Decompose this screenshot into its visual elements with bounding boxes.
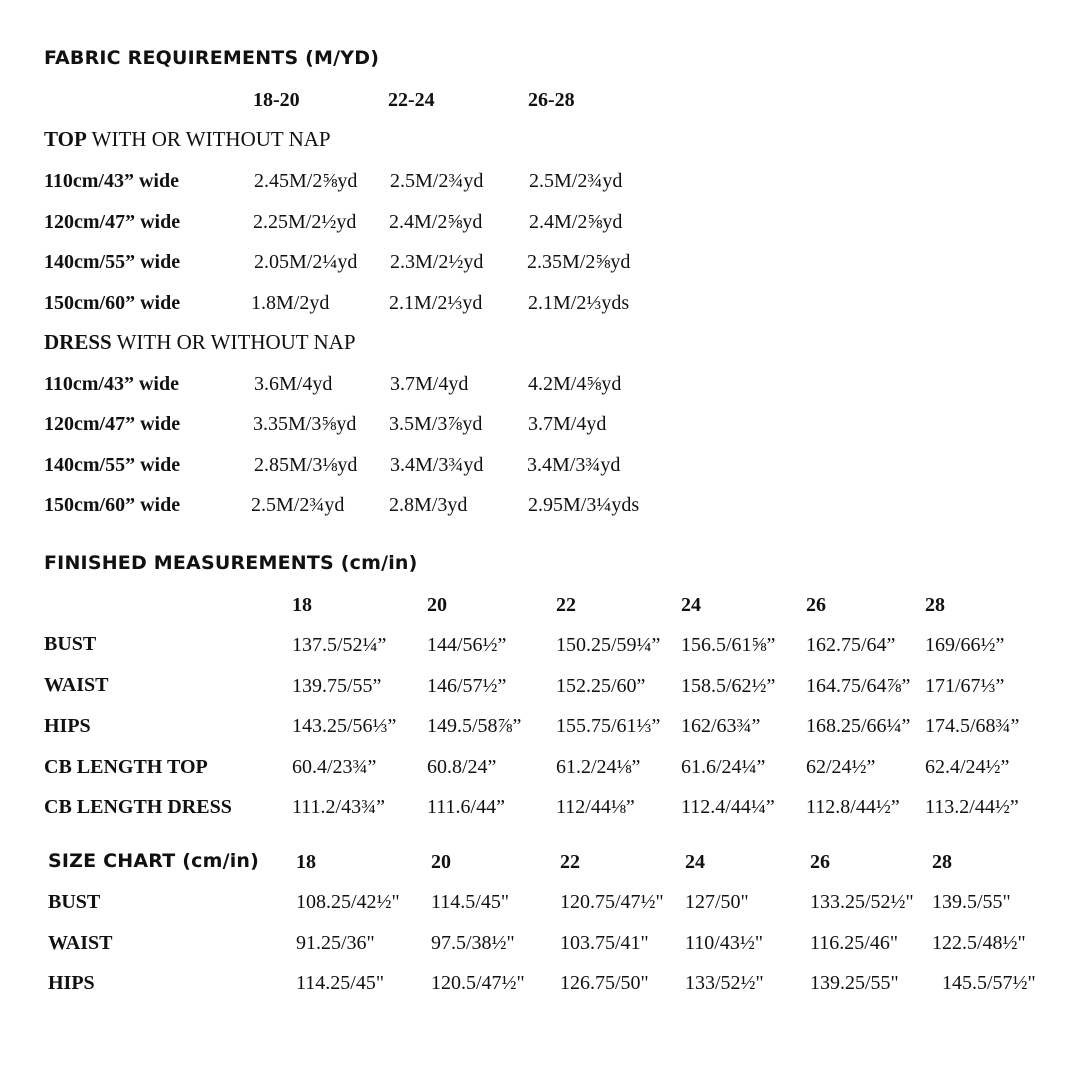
size-chart-row-label: HIPS bbox=[48, 972, 95, 994]
finished-cell: 62.4/24½” bbox=[925, 756, 1010, 778]
finished-cell: 111.2/43¾” bbox=[292, 796, 385, 818]
fabric-cell: 2.85M/3⅛yd bbox=[254, 454, 358, 476]
fabric-cell: 2.4M/2⅝yd bbox=[389, 211, 483, 233]
fabric-cell: 2.1M/2⅓yd bbox=[389, 292, 483, 314]
fabric-row-label: 120cm/47” wide bbox=[44, 413, 181, 435]
dress-section-title-rest: WITH OR WITHOUT NAP bbox=[111, 330, 356, 354]
size-chart-cell: 114.5/45" bbox=[431, 891, 509, 913]
fabric-requirements-title: FABRIC REQUIREMENTS (M/YD) bbox=[44, 47, 380, 69]
finished-cell: 61.2/24⅛” bbox=[556, 756, 641, 778]
size-chart-cell: 145.5/57½" bbox=[942, 972, 1036, 994]
fabric-row-label: 150cm/60” wide bbox=[44, 292, 181, 314]
finished-cell: 168.25/66¼” bbox=[806, 715, 911, 737]
size-chart-cell: 139.5/55" bbox=[932, 891, 1011, 913]
fabric-row-label: 120cm/47” wide bbox=[44, 211, 181, 233]
finished-row-label: HIPS bbox=[44, 715, 91, 737]
fabric-cell: 2.4M/2⅝yd bbox=[529, 211, 623, 233]
finished-row-label: WAIST bbox=[44, 674, 109, 696]
finished-cell: 152.25/60” bbox=[556, 675, 646, 697]
finished-cell: 112.4/44¼” bbox=[681, 796, 775, 818]
fabric-cell: 3.4M/3¾yd bbox=[527, 454, 621, 476]
fabric-cell: 4.2M/4⅝yd bbox=[528, 373, 622, 395]
finished-cell: 60.4/23¾” bbox=[292, 756, 377, 778]
finished-cell: 158.5/62½” bbox=[681, 675, 776, 697]
fabric-row-label: 140cm/55” wide bbox=[44, 454, 181, 476]
fabric-cell: 2.95M/3¼yds bbox=[528, 494, 640, 516]
finished-cell: 62/24½” bbox=[806, 756, 876, 778]
finished-row-label: BUST bbox=[44, 633, 97, 655]
finished-cell: 155.75/61⅓” bbox=[556, 715, 661, 737]
size-chart-title: SIZE CHART (cm/in) bbox=[48, 850, 260, 872]
fabric-size-header: 26-28 bbox=[528, 89, 575, 111]
size-chart-cell: 122.5/48½" bbox=[932, 932, 1026, 954]
finished-cell: 162/63¾” bbox=[681, 715, 761, 737]
fabric-cell: 3.6M/4yd bbox=[254, 373, 333, 395]
size-chart-cell: 103.75/41" bbox=[560, 932, 649, 954]
finished-size-header: 22 bbox=[556, 594, 576, 616]
size-chart-cell: 126.75/50" bbox=[560, 972, 649, 994]
fabric-cell: 2.5M/2¾yd bbox=[251, 494, 345, 516]
fabric-row-label: 110cm/43” wide bbox=[44, 373, 179, 395]
fabric-cell: 2.8M/3yd bbox=[389, 494, 468, 516]
size-chart-cell: 120.75/47½" bbox=[560, 891, 664, 913]
fabric-cell: 2.05M/2¼yd bbox=[254, 251, 358, 273]
fabric-cell: 2.1M/2⅓yds bbox=[528, 292, 630, 314]
finished-cell: 60.8/24” bbox=[427, 756, 497, 778]
fabric-size-header: 18-20 bbox=[253, 89, 300, 111]
finished-size-header: 18 bbox=[292, 594, 312, 616]
fabric-row-label: 110cm/43” wide bbox=[44, 170, 179, 192]
size-chart-cell: 133/52½" bbox=[685, 972, 764, 994]
finished-cell: 171/67⅓” bbox=[925, 675, 1005, 697]
size-chart-size-header: 20 bbox=[431, 851, 451, 873]
size-chart-cell: 108.25/42½" bbox=[296, 891, 400, 913]
finished-cell: 144/56½” bbox=[427, 634, 507, 656]
finished-row-label: CB LENGTH DRESS bbox=[44, 796, 232, 818]
fabric-row-label: 140cm/55” wide bbox=[44, 251, 181, 273]
finished-cell: 146/57½” bbox=[427, 675, 507, 697]
finished-cell: 61.6/24¼” bbox=[681, 756, 766, 778]
finished-cell: 156.5/61⅝” bbox=[681, 634, 776, 656]
size-chart-cell: 120.5/47½" bbox=[431, 972, 525, 994]
finished-cell: 143.25/56⅓” bbox=[292, 715, 397, 737]
fabric-cell: 2.35M/2⅝yd bbox=[527, 251, 631, 273]
finished-cell: 169/66½” bbox=[925, 634, 1005, 656]
fabric-cell: 2.45M/2⅝yd bbox=[254, 170, 358, 192]
fabric-cell: 2.3M/2½yd bbox=[390, 251, 484, 273]
finished-cell: 139.75/55” bbox=[292, 675, 382, 697]
size-chart-cell: 114.25/45" bbox=[296, 972, 384, 994]
fabric-cell: 3.7M/4yd bbox=[528, 413, 607, 435]
fabric-cell: 3.7M/4yd bbox=[390, 373, 469, 395]
size-chart-cell: 116.25/46" bbox=[810, 932, 898, 954]
fabric-cell: 2.5M/2¾yd bbox=[390, 170, 484, 192]
size-chart-row-label: BUST bbox=[48, 891, 101, 913]
finished-row-label: CB LENGTH TOP bbox=[44, 756, 208, 778]
finished-cell: 164.75/64⅞” bbox=[806, 675, 911, 697]
dress-section-title-strong: DRESS bbox=[44, 330, 112, 354]
fabric-cell: 3.35M/3⅝yd bbox=[253, 413, 357, 435]
finished-cell: 112/44⅛” bbox=[556, 796, 635, 818]
fabric-cell: 2.5M/2¾yd bbox=[529, 170, 623, 192]
fabric-cell: 3.4M/3¾yd bbox=[390, 454, 484, 476]
finished-cell: 137.5/52¼” bbox=[292, 634, 387, 656]
size-chart-cell: 133.25/52½" bbox=[810, 891, 914, 913]
size-chart-size-header: 26 bbox=[810, 851, 830, 873]
finished-size-header: 26 bbox=[806, 594, 826, 616]
size-chart-cell: 139.25/55" bbox=[810, 972, 899, 994]
size-chart-row-label: WAIST bbox=[48, 932, 113, 954]
fabric-cell: 3.5M/3⅞yd bbox=[389, 413, 483, 435]
dress-section-title bbox=[44, 332, 356, 353]
size-chart-size-header: 24 bbox=[685, 851, 705, 873]
finished-cell: 150.25/59¼” bbox=[556, 634, 661, 656]
finished-cell: 111.6/44” bbox=[427, 796, 505, 818]
size-chart-size-header: 18 bbox=[296, 851, 316, 873]
size-chart-cell: 110/43½" bbox=[685, 932, 763, 954]
finished-measurements-title: FINISHED MEASUREMENTS (cm/in) bbox=[44, 552, 418, 574]
size-chart-size-header: 22 bbox=[560, 851, 580, 873]
finished-cell: 149.5/58⅞” bbox=[427, 715, 522, 737]
size-chart-size-header: 28 bbox=[932, 851, 952, 873]
top-section-title bbox=[44, 129, 331, 150]
fabric-size-header: 22-24 bbox=[388, 89, 435, 111]
top-section-title-strong: TOP bbox=[44, 127, 87, 151]
size-chart-cell: 91.25/36" bbox=[296, 932, 375, 954]
finished-size-header: 28 bbox=[925, 594, 945, 616]
finished-size-header: 24 bbox=[681, 594, 701, 616]
finished-cell: 113.2/44½” bbox=[925, 796, 1019, 818]
finished-size-header: 20 bbox=[427, 594, 447, 616]
finished-cell: 112.8/44½” bbox=[806, 796, 900, 818]
finished-cell: 174.5/68¾” bbox=[925, 715, 1020, 737]
size-chart-cell: 97.5/38½" bbox=[431, 932, 515, 954]
size-chart-cell: 127/50" bbox=[685, 891, 749, 913]
finished-cell: 162.75/64” bbox=[806, 634, 896, 656]
top-section-title-rest: WITH OR WITHOUT NAP bbox=[86, 127, 331, 151]
fabric-cell: 1.8M/2yd bbox=[251, 292, 330, 314]
fabric-row-label: 150cm/60” wide bbox=[44, 494, 181, 516]
fabric-cell: 2.25M/2½yd bbox=[253, 211, 357, 233]
